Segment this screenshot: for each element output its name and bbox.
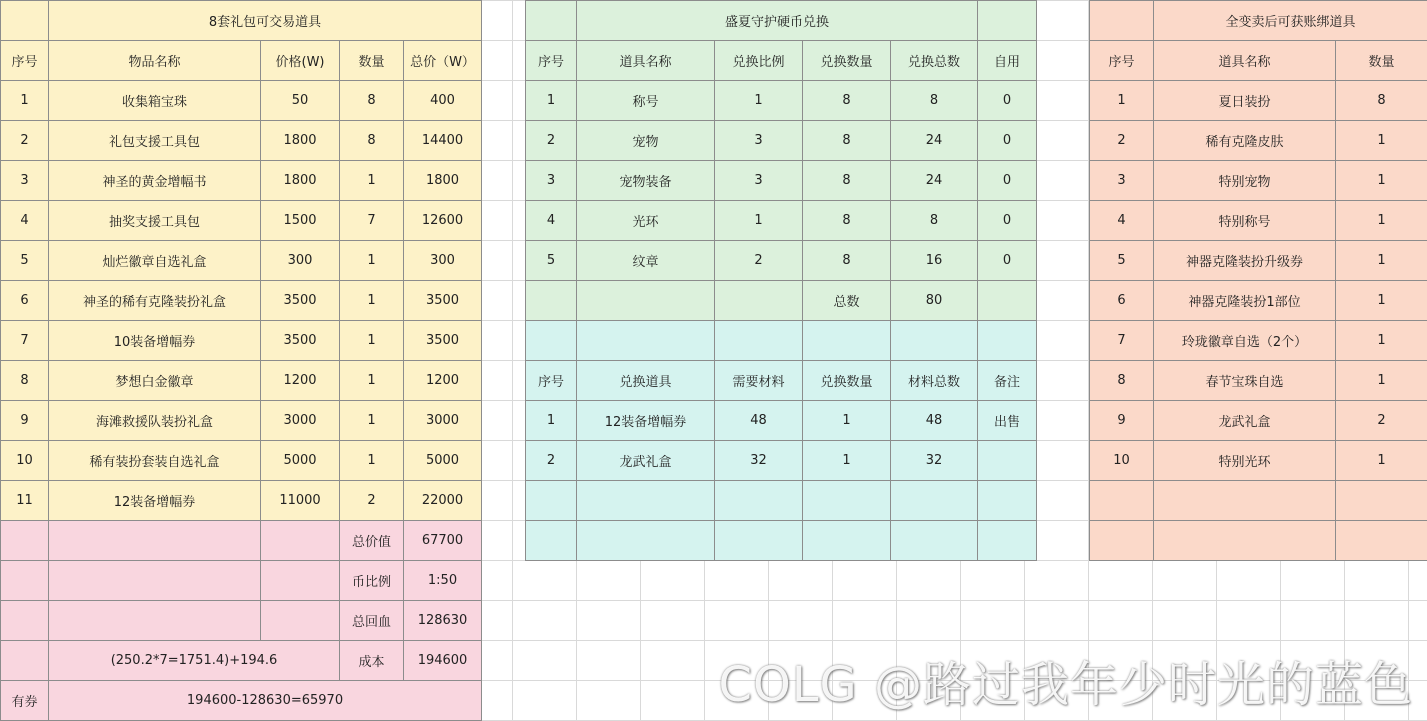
cell: 4 bbox=[526, 201, 577, 241]
spacer-row bbox=[526, 521, 1037, 561]
cell: 1 bbox=[340, 361, 404, 401]
cell: 夏日装扮 bbox=[1154, 81, 1336, 121]
blank-cell bbox=[49, 561, 261, 601]
cell: 24 bbox=[891, 161, 978, 201]
cell: 纹章 bbox=[577, 241, 715, 281]
cell: 神器克隆装扮升级券 bbox=[1154, 241, 1336, 281]
cell: 8 bbox=[1, 361, 49, 401]
cell: 1 bbox=[340, 241, 404, 281]
cell: 5000 bbox=[404, 441, 482, 481]
cell: 10装备增幅券 bbox=[49, 321, 261, 361]
table-header-row bbox=[1, 41, 482, 81]
watermark: COLG @路过我年少时光的蓝色 bbox=[718, 657, 1413, 713]
table-row bbox=[526, 121, 1037, 161]
cell: 11000 bbox=[261, 481, 340, 521]
cell: 48 bbox=[891, 401, 978, 441]
table-title: 全变卖后可获账绑道具 bbox=[1154, 1, 1427, 41]
cell: 1 bbox=[1336, 201, 1427, 241]
cell: 3500 bbox=[404, 281, 482, 321]
blank-cell bbox=[526, 321, 577, 361]
table-row bbox=[526, 241, 1037, 281]
return-value: 128630 bbox=[404, 601, 482, 641]
cell: 8 bbox=[340, 81, 404, 121]
summer-coin-exchange-table bbox=[525, 0, 1037, 561]
cell: 3 bbox=[526, 161, 577, 201]
cell: 3000 bbox=[404, 401, 482, 441]
blank-cell bbox=[891, 481, 978, 521]
cell: 6 bbox=[1090, 281, 1154, 321]
column-header: 序号 bbox=[526, 361, 577, 401]
table-row bbox=[1, 361, 482, 401]
blank-cell bbox=[1336, 481, 1427, 521]
blank-cell bbox=[577, 321, 715, 361]
blank-cell bbox=[891, 521, 978, 561]
cell: 1800 bbox=[404, 161, 482, 201]
cell: 22000 bbox=[404, 481, 482, 521]
table-row bbox=[1, 401, 482, 441]
spacer-row bbox=[1090, 481, 1427, 521]
cell: 1800 bbox=[261, 121, 340, 161]
cell: 神器克隆装扮1部位 bbox=[1154, 281, 1336, 321]
table-row bbox=[526, 401, 1037, 441]
blank-cell bbox=[1090, 481, 1154, 521]
blank-cell bbox=[715, 281, 803, 321]
cell: 玲珑徽章自选（2个） bbox=[1154, 321, 1336, 361]
cell: 4 bbox=[1090, 201, 1154, 241]
ratio-label: 币比例 bbox=[340, 561, 404, 601]
column-header: 兑换数量 bbox=[803, 41, 891, 81]
cell: 0 bbox=[978, 121, 1037, 161]
cell: 1 bbox=[1336, 121, 1427, 161]
total-label: 总数 bbox=[803, 281, 891, 321]
coupon-label: 有券 bbox=[1, 681, 49, 721]
blank-cell bbox=[978, 321, 1037, 361]
cell: 稀有克隆皮肤 bbox=[1154, 121, 1336, 161]
column-header: 道具名称 bbox=[1154, 41, 1336, 81]
cell: 3500 bbox=[261, 281, 340, 321]
table-row bbox=[1, 281, 482, 321]
blank-cell bbox=[715, 521, 803, 561]
column-header: 总价（W） bbox=[404, 41, 482, 81]
blank-cell bbox=[577, 281, 715, 321]
coupon-formula: 194600-128630=65970 bbox=[49, 681, 482, 721]
cell: 0 bbox=[978, 241, 1037, 281]
column-header: 序号 bbox=[1090, 41, 1154, 81]
cell: 1500 bbox=[261, 201, 340, 241]
cell: 8 bbox=[891, 81, 978, 121]
cell: 2 bbox=[1, 121, 49, 161]
summary-row bbox=[1, 681, 482, 721]
cell: 1 bbox=[1090, 81, 1154, 121]
cell: 10 bbox=[1, 441, 49, 481]
cell: 11 bbox=[1, 481, 49, 521]
cell: 1 bbox=[1336, 241, 1427, 281]
cell: 300 bbox=[404, 241, 482, 281]
cell: 灿烂徽章自选礼盒 bbox=[49, 241, 261, 281]
blank-cell bbox=[978, 281, 1037, 321]
cell: 3 bbox=[715, 161, 803, 201]
cell: 1 bbox=[715, 201, 803, 241]
total-value: 80 bbox=[891, 281, 978, 321]
column-header: 自用 bbox=[978, 41, 1037, 81]
cell: 海滩救援队装扮礼盒 bbox=[49, 401, 261, 441]
cell: 神圣的黄金增幅书 bbox=[49, 161, 261, 201]
column-header: 兑换比例 bbox=[715, 41, 803, 81]
cell: 12装备增幅券 bbox=[49, 481, 261, 521]
column-header: 兑换道具 bbox=[577, 361, 715, 401]
cell: 48 bbox=[715, 401, 803, 441]
table-row bbox=[1, 241, 482, 281]
blank-cell bbox=[978, 481, 1037, 521]
table-row bbox=[1090, 81, 1427, 121]
cost-value: 194600 bbox=[404, 641, 482, 681]
cell: 1 bbox=[340, 321, 404, 361]
cell: 16 bbox=[891, 241, 978, 281]
cell: 9 bbox=[1090, 401, 1154, 441]
cell: 1 bbox=[340, 441, 404, 481]
column-header: 备注 bbox=[978, 361, 1037, 401]
table-row bbox=[1090, 321, 1427, 361]
total-value: 67700 bbox=[404, 521, 482, 561]
table-header-row bbox=[526, 41, 1037, 81]
table-row bbox=[1090, 241, 1427, 281]
column-header: 序号 bbox=[526, 41, 577, 81]
cell: 32 bbox=[715, 441, 803, 481]
table-row bbox=[1090, 201, 1427, 241]
spacer-row bbox=[526, 481, 1037, 521]
table-row bbox=[526, 441, 1037, 481]
table-row bbox=[1090, 281, 1427, 321]
blank-cell bbox=[1336, 521, 1427, 561]
table-row bbox=[1, 481, 482, 521]
ratio-value: 1:50 bbox=[404, 561, 482, 601]
formula-cell: (250.2*7=1751.4)+194.6 bbox=[49, 641, 340, 681]
total-value-label: 总价值 bbox=[340, 521, 404, 561]
blank-cell bbox=[891, 321, 978, 361]
cell: 2 bbox=[526, 441, 577, 481]
cell: 出售 bbox=[978, 401, 1037, 441]
cell: 7 bbox=[1, 321, 49, 361]
cell: 1200 bbox=[261, 361, 340, 401]
table-row bbox=[526, 81, 1037, 121]
cell: 8 bbox=[891, 201, 978, 241]
summary-row bbox=[1, 601, 482, 641]
table-row bbox=[1, 201, 482, 241]
cell: 12装备增幅券 bbox=[577, 401, 715, 441]
cell: 8 bbox=[803, 161, 891, 201]
cell: 1 bbox=[1336, 361, 1427, 401]
table-row bbox=[1, 81, 482, 121]
blank-cell bbox=[261, 601, 340, 641]
blank-cell bbox=[526, 521, 577, 561]
table-row bbox=[1, 161, 482, 201]
table-row bbox=[1090, 401, 1427, 441]
table-row bbox=[526, 201, 1037, 241]
gift-pack-tradable-items-table bbox=[0, 0, 482, 721]
summary-row bbox=[1, 521, 482, 561]
cell: 0 bbox=[978, 161, 1037, 201]
cell: 5 bbox=[526, 241, 577, 281]
table-header-row bbox=[1090, 41, 1427, 81]
column-header: 数量 bbox=[1336, 41, 1427, 81]
table-row bbox=[526, 161, 1037, 201]
blank-cell bbox=[715, 481, 803, 521]
cell: 1 bbox=[1336, 161, 1427, 201]
table-row bbox=[1, 441, 482, 481]
cell: 2 bbox=[340, 481, 404, 521]
cell: 1 bbox=[803, 401, 891, 441]
cell: 抽奖支援工具包 bbox=[49, 201, 261, 241]
blank-cell bbox=[49, 521, 261, 561]
cell: 32 bbox=[891, 441, 978, 481]
table-title: 盛夏守护硬币兑换 bbox=[577, 1, 978, 41]
cell: 2 bbox=[526, 121, 577, 161]
table-title: 8套礼包可交易道具 bbox=[49, 1, 482, 41]
blank-cell bbox=[978, 521, 1037, 561]
blank-cell bbox=[1154, 521, 1336, 561]
cell: 特别光环 bbox=[1154, 441, 1336, 481]
cell: 龙武礼盒 bbox=[1154, 401, 1336, 441]
blank-cell bbox=[1, 601, 49, 641]
cell: 1 bbox=[1336, 441, 1427, 481]
cell: 3 bbox=[1090, 161, 1154, 201]
table-row bbox=[1090, 441, 1427, 481]
column-header: 物品名称 bbox=[49, 41, 261, 81]
cell: 礼包支援工具包 bbox=[49, 121, 261, 161]
cell: 8 bbox=[803, 201, 891, 241]
spacer-row bbox=[526, 321, 1037, 361]
blank-cell bbox=[261, 561, 340, 601]
cell: 8 bbox=[1336, 81, 1427, 121]
blank-cell bbox=[1, 521, 49, 561]
cell: 7 bbox=[340, 201, 404, 241]
cell: 7 bbox=[1090, 321, 1154, 361]
blank-cell bbox=[803, 521, 891, 561]
cell: 50 bbox=[261, 81, 340, 121]
cell: 特别宠物 bbox=[1154, 161, 1336, 201]
blank-cell bbox=[261, 521, 340, 561]
blank-cell bbox=[1154, 481, 1336, 521]
cell: 1 bbox=[526, 401, 577, 441]
cell: 4 bbox=[1, 201, 49, 241]
table-row bbox=[1, 321, 482, 361]
cell: 5 bbox=[1, 241, 49, 281]
cell bbox=[978, 441, 1037, 481]
cell: 24 bbox=[891, 121, 978, 161]
blank-cell bbox=[1, 1, 49, 41]
blank-cell bbox=[49, 601, 261, 641]
cell: 1 bbox=[340, 401, 404, 441]
cell: 1 bbox=[1336, 321, 1427, 361]
cell: 1 bbox=[340, 161, 404, 201]
cell: 宠物装备 bbox=[577, 161, 715, 201]
return-label: 总回血 bbox=[340, 601, 404, 641]
cell: 特别称号 bbox=[1154, 201, 1336, 241]
table-title-row bbox=[526, 1, 1037, 41]
cell: 宠物 bbox=[577, 121, 715, 161]
column-header: 需要材料 bbox=[715, 361, 803, 401]
total-row bbox=[526, 281, 1037, 321]
bound-items-after-sale-table bbox=[1089, 0, 1427, 561]
column-header: 数量 bbox=[340, 41, 404, 81]
cell: 1 bbox=[1, 81, 49, 121]
blank-cell bbox=[1090, 1, 1154, 41]
cell: 14400 bbox=[404, 121, 482, 161]
cost-label: 成本 bbox=[340, 641, 404, 681]
blank-cell bbox=[978, 1, 1037, 41]
blank-cell bbox=[526, 1, 577, 41]
cell: 称号 bbox=[577, 81, 715, 121]
table-row bbox=[1090, 361, 1427, 401]
blank-cell bbox=[1, 641, 49, 681]
cell: 8 bbox=[340, 121, 404, 161]
blank-cell bbox=[1, 561, 49, 601]
cell: 10 bbox=[1090, 441, 1154, 481]
cell: 2 bbox=[715, 241, 803, 281]
cell: 光环 bbox=[577, 201, 715, 241]
cell: 3 bbox=[715, 121, 803, 161]
cell: 8 bbox=[803, 121, 891, 161]
cell: 5 bbox=[1090, 241, 1154, 281]
cell: 收集箱宝珠 bbox=[49, 81, 261, 121]
spacer-row bbox=[1090, 521, 1427, 561]
cell: 1 bbox=[715, 81, 803, 121]
cell: 1 bbox=[1336, 281, 1427, 321]
cell: 梦想白金徽章 bbox=[49, 361, 261, 401]
cell: 1800 bbox=[261, 161, 340, 201]
cell: 1 bbox=[526, 81, 577, 121]
cell: 2 bbox=[1090, 121, 1154, 161]
cell: 春节宝珠自选 bbox=[1154, 361, 1336, 401]
blank-cell bbox=[577, 481, 715, 521]
column-header: 序号 bbox=[1, 41, 49, 81]
summary-row bbox=[1, 641, 482, 681]
table-row bbox=[1, 121, 482, 161]
table-header-row bbox=[526, 361, 1037, 401]
cell: 稀有装扮套装自选礼盒 bbox=[49, 441, 261, 481]
cell: 3000 bbox=[261, 401, 340, 441]
cell: 300 bbox=[261, 241, 340, 281]
cell: 3500 bbox=[404, 321, 482, 361]
blank-cell bbox=[577, 521, 715, 561]
table-row bbox=[1090, 161, 1427, 201]
cell: 5000 bbox=[261, 441, 340, 481]
cell: 400 bbox=[404, 81, 482, 121]
cell: 3500 bbox=[261, 321, 340, 361]
cell: 8 bbox=[803, 241, 891, 281]
cell: 9 bbox=[1, 401, 49, 441]
cell: 2 bbox=[1336, 401, 1427, 441]
blank-cell bbox=[1090, 521, 1154, 561]
cell: 12600 bbox=[404, 201, 482, 241]
cell: 6 bbox=[1, 281, 49, 321]
cell: 0 bbox=[978, 81, 1037, 121]
summary-row bbox=[1, 561, 482, 601]
cell: 3 bbox=[1, 161, 49, 201]
blank-cell bbox=[803, 481, 891, 521]
table-row bbox=[1090, 121, 1427, 161]
cell: 神圣的稀有克隆装扮礼盒 bbox=[49, 281, 261, 321]
cell: 1 bbox=[340, 281, 404, 321]
table-title-row bbox=[1, 1, 482, 41]
column-header: 材料总数 bbox=[891, 361, 978, 401]
column-header: 兑换总数 bbox=[891, 41, 978, 81]
cell: 8 bbox=[1090, 361, 1154, 401]
column-header: 道具名称 bbox=[577, 41, 715, 81]
blank-cell bbox=[715, 321, 803, 361]
blank-cell bbox=[803, 321, 891, 361]
cell: 龙武礼盒 bbox=[577, 441, 715, 481]
blank-cell bbox=[526, 481, 577, 521]
cell: 0 bbox=[978, 201, 1037, 241]
cell: 1 bbox=[803, 441, 891, 481]
cell: 1200 bbox=[404, 361, 482, 401]
cell: 8 bbox=[803, 81, 891, 121]
table-title-row bbox=[1090, 1, 1427, 41]
blank-cell bbox=[526, 281, 577, 321]
column-header: 兑换数量 bbox=[803, 361, 891, 401]
column-header: 价格(W) bbox=[261, 41, 340, 81]
